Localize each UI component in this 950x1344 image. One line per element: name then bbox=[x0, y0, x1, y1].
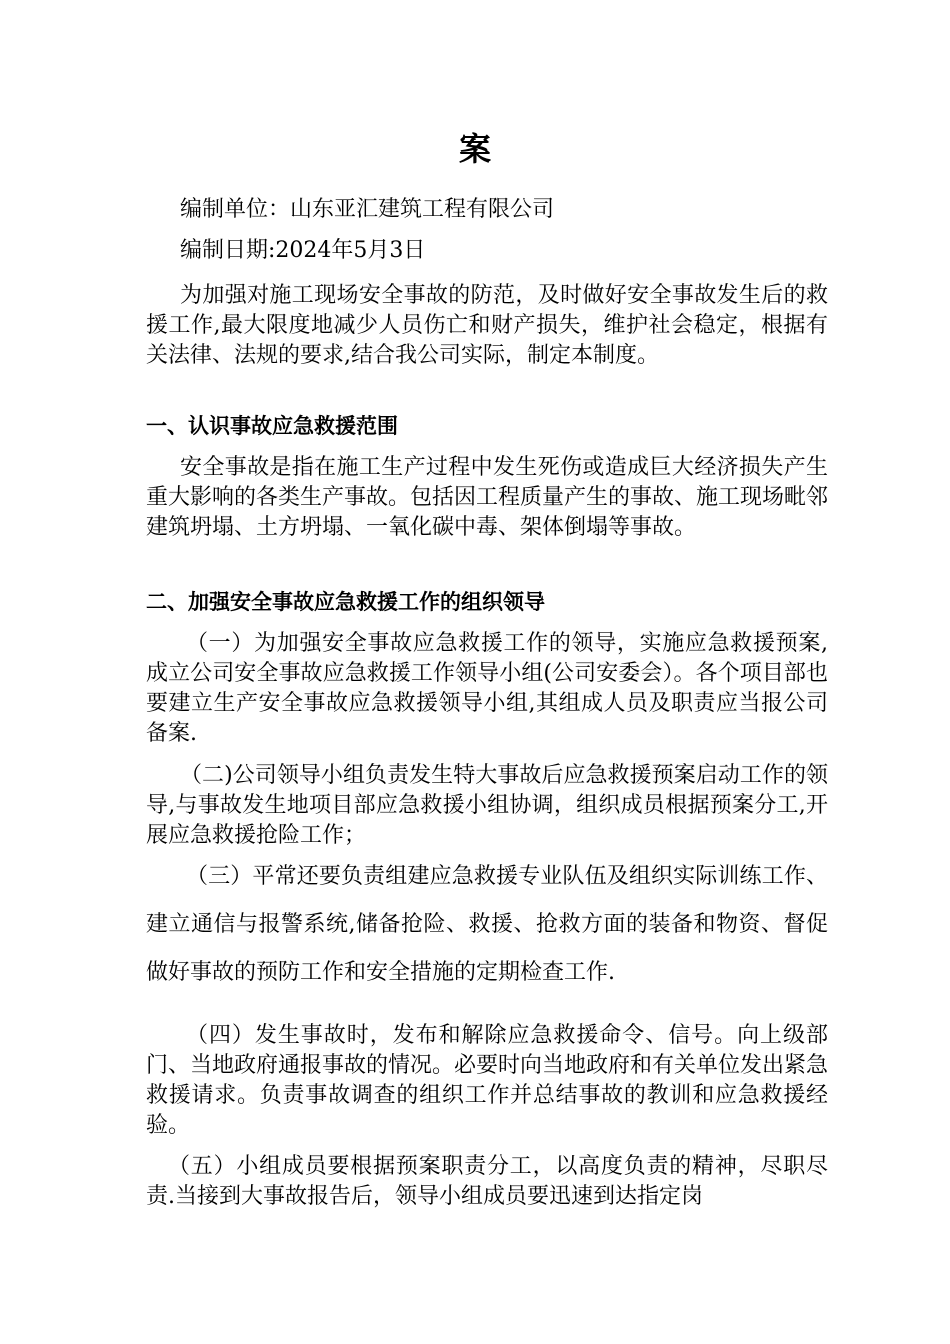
document-title: 案 bbox=[458, 130, 491, 168]
intro-paragraph: 为加强对施工现场安全事故的防范，及时做好安全事故发生后的救援工作,最大限度地减少人员伤亡和财产损失，维护社会稳定，根据有关法律、法规的要求,结合我公司实际，制定本制度。 bbox=[146, 283, 828, 368]
section-2-item-1: （一）为加强安全事故应急救援工作的领导，实施应急救援预案,成立公司安全事故应急救援工作领导小组(公司安委会）。各个项目部也要建立生产安全事故应急救援领导小组,其组成人员及职责应当报公司备案. bbox=[146, 631, 828, 746]
compiling-date: 编制日期:2024年5月3日 bbox=[180, 238, 426, 263]
section-1-body: 安全事故是指在施工生产过程中发生死伤或造成巨大经济损失产生重大影响的各类生产事故。包括因工程质量产生的事故、施工现场毗邻建筑坍塌、土方坍塌、一氧化碳中毒、架体倒塌等事故。 bbox=[146, 455, 829, 540]
section-1-heading: 一、认识事故应急救援范围 bbox=[146, 414, 398, 438]
section-2-heading: 二、加强安全事故应急救援工作的组织领导 bbox=[146, 590, 545, 614]
section-2-item-2: （二)公司领导小组负责发生特大事故后应急救援预案启动工作的领导,与事故发生地项目部应急救援小组协调，组织成员根据预案分工,开展应急救援抢险工作； bbox=[146, 763, 828, 848]
section-2-item-5: （五）小组成员要根据预案职责分工，以高度负责的精神，尽职尽责.当接到大事故报告后，领导小组成员要迅速到达指定岗 bbox=[146, 1154, 828, 1209]
compiling-unit: 编制单位：山东亚汇建筑工程有限公司 bbox=[180, 197, 555, 222]
section-2-item-3: （三）平常还要负责组建应急救援专业队伍及组织实际训练工作、建立通信与报警系统,储备抢险、救援、抢救方面的装备和物资、督促做好事故的预防工作和安全措施的定期检查工作. bbox=[146, 864, 828, 985]
section-2-item-4: （四）发生事故时，发布和解除应急救援命令、信号。向上级部门、当地政府通报事故的情况。必要时向当地政府和有关单位发出紧急救援请求。负责事故调查的组织工作并总结事故的教训和应急救援经验。 bbox=[146, 1023, 829, 1138]
